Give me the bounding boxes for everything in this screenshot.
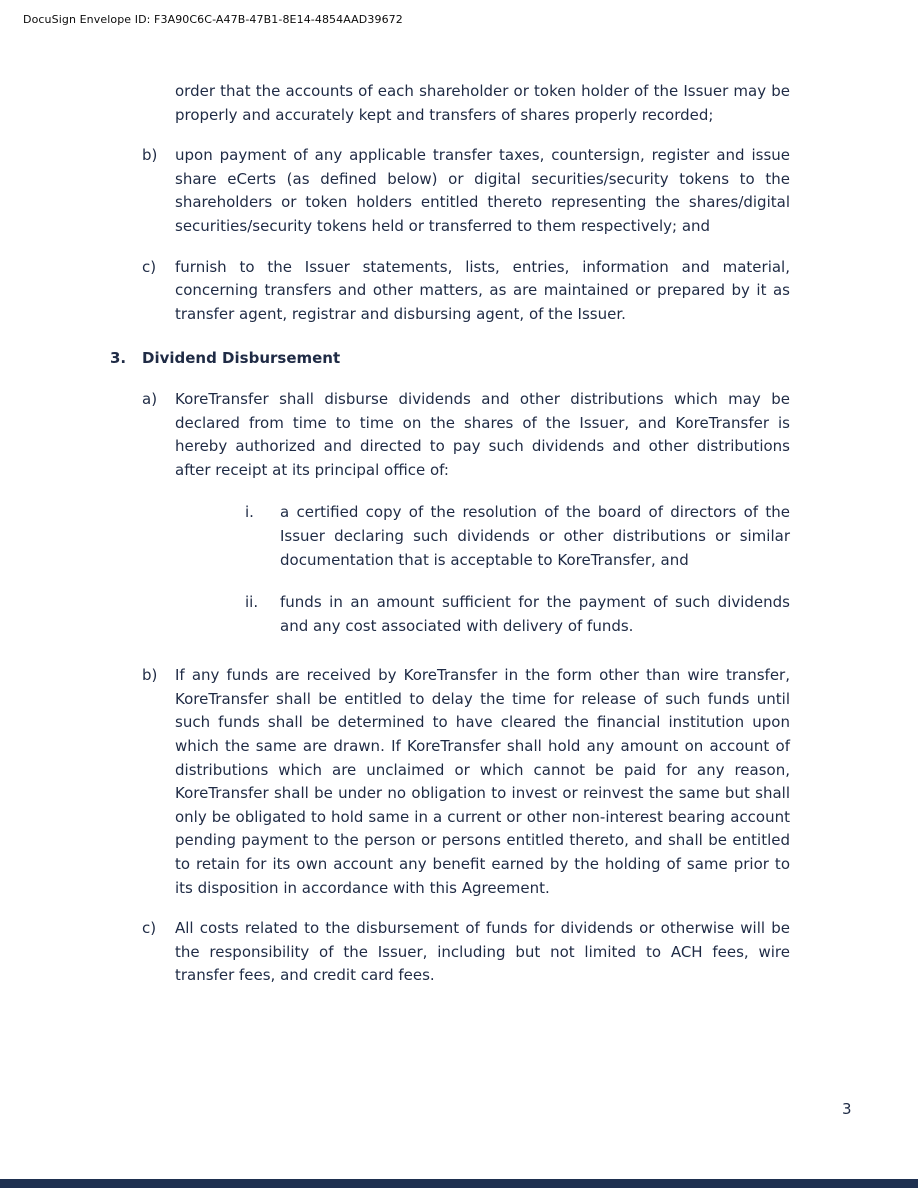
- page-number: 3: [842, 1100, 852, 1118]
- list-item-label: a): [142, 389, 158, 408]
- paragraph-continuation: order that the accounts of each shareholder or token holder of the Issuer may be properly and accurately kept and transfers of shares properly recorded;: [175, 82, 790, 124]
- sub-item-ii: [245, 591, 790, 638]
- list-item-b: [142, 144, 790, 238]
- list-item-text: All costs related to the disbursement of funds for dividends or otherwise will be the responsibility of the Issuer, including but not limited to ACH fees, wire transfer fees, and credit card fees.: [175, 919, 790, 985]
- sub-item-i: [245, 501, 790, 572]
- document-body: [110, 80, 790, 1005]
- sub-item-text: funds in an amount sufficient for the payment of such dividends and any cost associated with delivery of funds.: [280, 593, 790, 635]
- sub-item-text: a certified copy of the resolution of the board of directors of the Issuer declaring such dividends or other distributions or similar documentation that is acceptable to KoreTransfer, and: [280, 503, 790, 569]
- list-item-label: b): [142, 146, 158, 165]
- list-item-body: [175, 388, 790, 638]
- list-item-text: KoreTransfer shall disburse dividends and other distributions which may be declared from time to time on the shares of the Issuer, and KoreTransfer is hereby authorized and directed to pay such dividends and other distributions after receipt at its principal office of:: [175, 389, 790, 479]
- sub-item-label: i.: [245, 503, 254, 522]
- section3-item-c: [142, 917, 790, 988]
- section3-item-a: [142, 388, 790, 638]
- list-item-c: [142, 256, 790, 327]
- section3-item-b: [142, 664, 790, 900]
- list-item-label: b): [142, 666, 158, 685]
- footer-bar: [0, 1179, 918, 1188]
- docusign-envelope-id: DocuSign Envelope ID: F3A90C6C-A47B-47B1-8E14-4854AAD39672: [23, 13, 403, 26]
- section-heading-dividend-disbursement: [110, 347, 790, 371]
- list-item-text: upon payment of any applicable transfer taxes, countersign, register and issue share eCerts (as defined below) or digital securities/security tokens to the shareholders or token holders entitled thereto representing the shares/digital securities/security tokens held or transferred to them respectively; and: [175, 146, 790, 235]
- list-item-label: c): [142, 919, 157, 938]
- section-number: 3.: [110, 349, 127, 368]
- sub-item-label: ii.: [245, 593, 259, 612]
- list-item-label: c): [142, 257, 157, 276]
- list-item-text: furnish to the Issuer statements, lists, entries, information and material, concerning transfers and other matters, as are maintained or prepared by it as transfer agent, registrar and disbursing agent, of the Issuer.: [175, 257, 790, 323]
- section-title: Dividend Disbursement: [142, 349, 341, 368]
- list-item-text: If any funds are received by KoreTransfer in the form other than wire transfer, KoreTransfer shall be entitled to delay the time for release of such funds until such funds shall be determined to have cleared the financial institution upon which the same are drawn. If KoreTransfer shall hold any amount on account of distributions which are unclaimed or which cannot be paid for any reason, KoreTransfer shall be under no obligation to invest or reinvest the same but shall only be obligated to hold same in a current or other non-interest bearing account pending payment to the person or persons entitled thereto, and shall be entitled to retain for its own account any benefit earned by the holding of same prior to its disposition in accordance with this Agreement.: [175, 666, 790, 897]
